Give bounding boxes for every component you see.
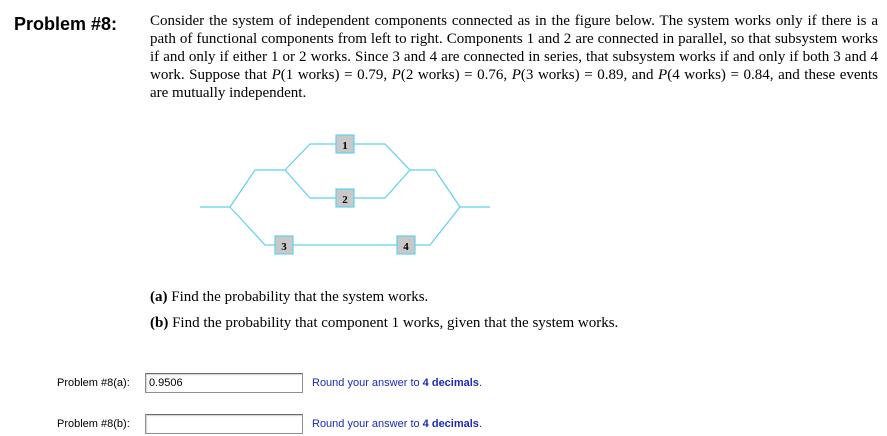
component-1-label: 1 — [342, 140, 348, 152]
wire-par-right-bottom — [354, 170, 410, 198]
part-b-label: (b) — [150, 315, 169, 331]
problem-statement — [150, 12, 878, 102]
component-2-label: 2 — [342, 194, 348, 206]
answer-b-input[interactable] — [145, 414, 303, 434]
answer-a-hint — [312, 377, 482, 389]
answer-a-hint-pre: Round your answer to — [312, 377, 423, 389]
component-1 — [336, 135, 354, 153]
prob-symbol-4: P — [658, 67, 668, 83]
prob-symbol-2: P — [391, 67, 401, 83]
statement-line-1: Consider the system of independent components connected as in the figure below. The system works only if there — [150, 13, 852, 29]
prob-3-value: (3 works) = 0.89, and — [520, 67, 654, 83]
wire-upper-left — [230, 170, 285, 207]
answer-b-label: Problem #8(b): — [57, 418, 130, 430]
wire-upper-right — [435, 170, 490, 207]
answer-b-hint — [312, 418, 482, 430]
part-b-text: Find the probability that component 1 works, given that the system works. — [168, 315, 619, 331]
prob-1-value: (1 works) = 0.79, — [280, 67, 392, 83]
part-a — [150, 288, 618, 306]
wire-par-left-bottom — [285, 170, 336, 198]
statement-line-5: (4 works) = 0.84, and these events are mutually independent. — [150, 67, 879, 101]
component-4-label: 4 — [403, 241, 409, 253]
statement-line-3: subsystem works if and only if either 1 or 2 works. Since 3 and 4 are connected in series, that subsystem works if — [150, 31, 879, 65]
wire-par-right-top — [354, 144, 435, 170]
answer-a-input[interactable] — [145, 373, 303, 393]
answer-a-label: Problem #8(a): — [57, 377, 130, 389]
part-b — [150, 314, 618, 332]
answer-row-a — [0, 373, 887, 395]
prob-symbol-1: P — [271, 67, 281, 83]
wire-par-left-top — [285, 144, 336, 170]
wire-lower-right — [415, 207, 460, 245]
answer-b-hint-post: . — [478, 418, 482, 430]
answer-b-hint-bold: 4 decimals — [422, 418, 479, 430]
problem-label: Problem #8: — [14, 14, 118, 34]
wire-lower-left — [230, 207, 275, 245]
component-4 — [397, 236, 415, 254]
answer-b-hint-pre: Round your answer to — [312, 418, 423, 430]
question-parts — [150, 288, 618, 340]
system-diagram — [190, 125, 510, 265]
statement-line-2: is a path of functional components from left to right. Components 1 and 2 are connected in parallel, so that — [150, 13, 879, 47]
part-a-label: (a) — [150, 289, 168, 305]
prob-symbol-3: P — [511, 67, 521, 83]
part-a-text: Find the probability that the system works. — [167, 289, 429, 305]
component-3 — [275, 236, 293, 254]
prob-2-value: (2 works) = 0.76, — [400, 67, 512, 83]
answer-row-b — [0, 414, 887, 436]
component-3-label: 3 — [281, 241, 287, 253]
statement-line-4: and only if both 3 and 4 work. Suppose that — [150, 49, 878, 83]
answer-a-hint-post: . — [478, 377, 482, 389]
component-2 — [336, 189, 354, 207]
answer-a-hint-bold: 4 decimals — [422, 377, 479, 389]
